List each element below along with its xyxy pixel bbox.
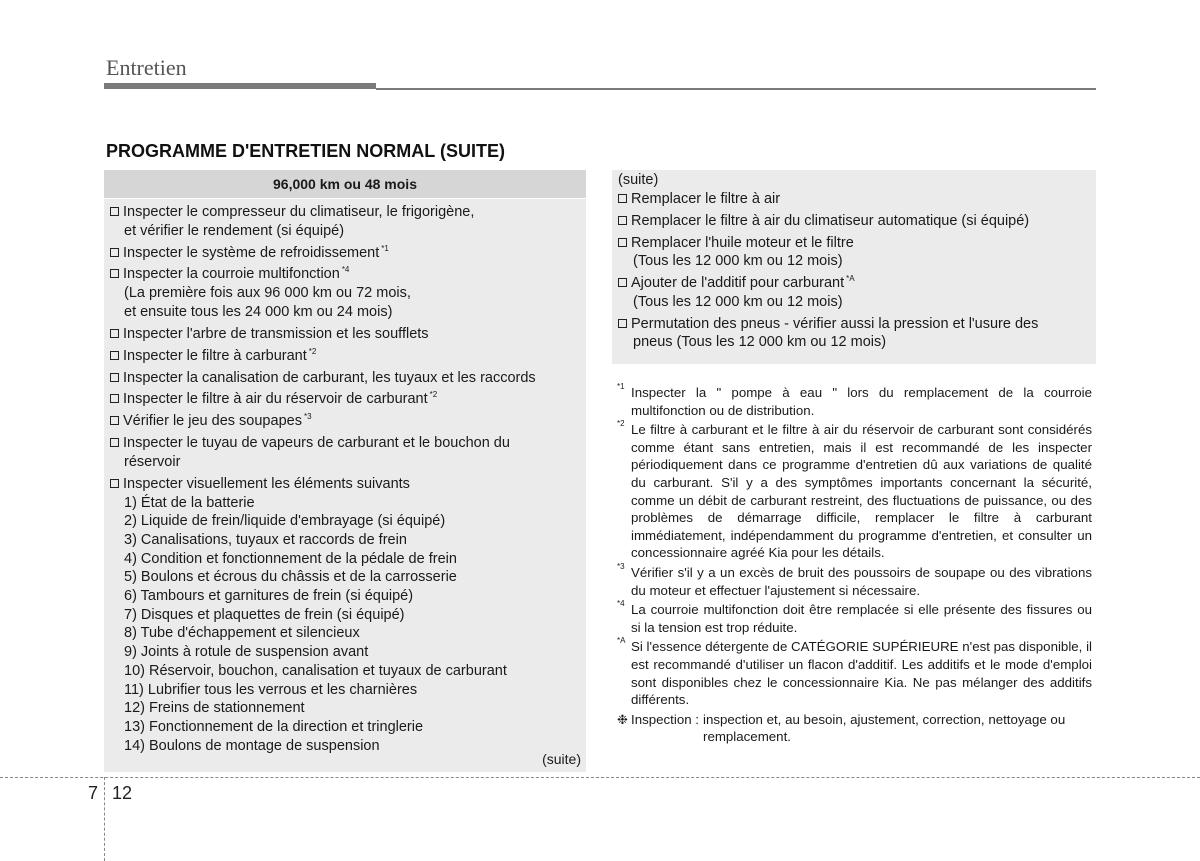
asterisk-symbol-icon: ❉ (617, 711, 628, 727)
inspection-definition: ❉ Inspection : inspection et, au besoin, ajustement, correction, nettoyage ou remplacement. (617, 711, 1066, 745)
list-item: Remplacer le filtre à air (618, 190, 1090, 209)
checkbox-icon (110, 248, 119, 257)
section-title: PROGRAMME D'ENTRETIEN NORMAL (SUITE) (106, 141, 505, 161)
header-rule-thin (376, 88, 1096, 90)
footnote-ref: *1 (381, 243, 389, 253)
checkbox-icon (110, 394, 119, 403)
list-item: Inspecter le filtre à air du réservoir de carburant $^{*2}$ (110, 390, 580, 409)
footer-vertical-divider (104, 777, 105, 861)
checkbox-icon (618, 238, 627, 247)
footnote: $^{*3}$ Vérifier s'il y a un excès de bruit des poussoirs de soupape ou des vibrations du moteur et effectuer l'ajustement si nécessaire. (617, 561, 1092, 598)
sub-item: 9) Joints à rotule de suspension avant (124, 644, 369, 661)
list-item: Ajouter de l'additif pour carburant $^{*A}$ (Tous les 12 000 km ou 12 mois) (618, 274, 1090, 311)
list-item: Inspecter la canalisation de carburant, les tuyaux et les raccords (110, 369, 580, 388)
list-item: Permutation des pneus - vérifier aussi la pression et l'usure des pneus (Tous les 12 000 km ou 12 mois) (618, 315, 1090, 352)
sub-item: 7) Disques et plaquettes de frein (si équipé) (124, 606, 405, 623)
footnote-ref: *2 (429, 390, 438, 400)
list-item: Remplacer le filtre à air du climatiseur automatique (si équipé) (618, 212, 1090, 231)
footnote-ref: *3 (303, 412, 312, 422)
list-item: Remplacer l'huile moteur et le filtre (Tous les 12 000 km ou 12 mois) (618, 234, 1090, 271)
checkbox-icon (110, 351, 119, 360)
list-item: Inspecter le tuyau de vapeurs de carburant et le bouchon du réservoir (110, 434, 580, 471)
sub-item: 5) Boulons et écrous du châssis et de la carrosserie (124, 569, 457, 586)
footnote: $^{*2}$ Le filtre à carburant et le filtre à air du réservoir de carburant sont considérés comme étant sans entretien, mais il est recommandé de les inspecter périodiquement dans ce programme d'entretien dû aux variations de qualité du carburant. S'il y a des symptômes importants concernant la sécurité, comme un débit de carburant restreint, des fluctuations de puissance, ou des problèmes de démarrage difficile, remplacer le filtre à carburant immédiatement, indépendamment du programme d'entretien, et consulter un concessionnaire agréé Kia pour les détails. (617, 419, 1092, 561)
sub-item: 13) Fonctionnement de la direction et tringlerie (124, 718, 424, 735)
footnote: $^{*1}$ Inspecter la " pompe à eau " lors du remplacement de la courroie multifonction ou de distribution. (617, 382, 1092, 418)
checkbox-icon (110, 269, 119, 278)
maintenance-table-right (612, 170, 1096, 364)
list-item: Inspecter le système de refroidissement $^{*1}$ (110, 244, 580, 263)
page-header-title: Entretien (106, 55, 187, 80)
list-item: Inspecter le filtre à carburant $^{*2}$ (110, 347, 580, 366)
footnote: $^{*A}$ Si l'essence détergente de CATÉGORIE SUPÉRIEURE n'est pas disponible, il est recommandé d'utiliser un flacon d'additif. Les additifs et le mode d'emploi sont disponibles chez le concessionnaire Kia. Ne pas mélanger des additifs différents. (617, 636, 1092, 708)
continued-label: (suite) (542, 751, 581, 767)
sub-item: 4) Condition et fonctionnement de la pédale de frein (124, 550, 457, 567)
checkbox-icon (110, 373, 119, 382)
sub-item: 3) Canalisations, tuyaux et raccords de frein (124, 531, 407, 548)
sub-item: 12) Freins de stationnement (124, 700, 305, 717)
list-item: Vérifier le jeu des soupapes $^{*3}$ (110, 412, 580, 431)
list-item: Inspecter le compresseur du climatiseur, le frigorigène, et vérifier le rendement (si équipé) (110, 203, 580, 240)
list-item: Inspecter la courroie multifonction $^{*4}$ (La première fois aux 96 000 km ou 72 mois, et ensuite tous les 24 000 km ou 24 mois) (110, 265, 580, 321)
footnote-ref: *2 (308, 346, 317, 356)
footer-divider (0, 777, 1200, 778)
checkbox-icon (618, 319, 627, 328)
continued-label: (suite) (618, 172, 659, 188)
list-item: Inspecter visuellement les éléments suivants 1) État de la batterie 2) Liquide de frein/liquide d'embrayage (si équipé) 3) Canalisations, tuyaux et raccords de frein 4) Condition et fonctionnement de la pédale de frein 5) Boulons et écrous du châssis et de la carrosserie 6) Tambours et garnitures de frein (si équipé) 7) Disques et plaquettes de frein (si équipé) 8) Tube d'échappement et silencieux 9) Joints à rotule de suspension avant 10) Réservoir, bouchon, canalisation et tuyaux de carburant 11) Lubrifier tous les verrous et les charnières 12) Freins de stationnement 13) Fonctionnement de la direction et tringlerie 14) Boulons de montage de suspension (110, 475, 580, 756)
header-rule-thick (104, 83, 376, 89)
sub-item: 11) Lubrifier tous les verrous et les charnières (124, 681, 418, 698)
checkbox-icon (618, 278, 627, 287)
maintenance-table-left (104, 170, 586, 772)
left-item-list (104, 199, 586, 755)
footnote-ref: *4 (341, 265, 350, 275)
visual-inspection-sublist (110, 494, 580, 756)
sub-item: 8) Tube d'échappement et silencieux (124, 625, 360, 642)
chapter-number: 7 (88, 783, 99, 803)
sub-item: 2) Liquide de frein/liquide d'embrayage (si équipé) (124, 513, 446, 530)
footnote: $^{*4}$ La courroie multifonction doit être remplacée si elle présente des fissures ou si la tension est trop réduite. (617, 599, 1092, 635)
checkbox-icon (618, 216, 627, 225)
checkbox-icon (110, 438, 119, 447)
sub-item: 6) Tambours et garnitures de frein (si équipé) (124, 588, 414, 605)
footnotes (617, 384, 1092, 746)
interval-heading: 96,000 km ou 48 mois (104, 170, 586, 199)
checkbox-icon (110, 329, 119, 338)
footnote-ref: *A (846, 274, 855, 284)
sub-item: 1) État de la batterie (124, 494, 255, 511)
sub-item: 14) Boulons de montage de suspension (124, 737, 380, 754)
checkbox-icon (110, 416, 119, 425)
page-number: 12 (112, 783, 133, 803)
checkbox-icon (110, 207, 119, 216)
sub-item: 10) Réservoir, bouchon, canalisation et tuyaux de carburant (124, 662, 507, 679)
checkbox-icon (618, 194, 627, 203)
list-item: Inspecter l'arbre de transmission et les soufflets (110, 325, 580, 344)
checkbox-icon (110, 479, 119, 488)
